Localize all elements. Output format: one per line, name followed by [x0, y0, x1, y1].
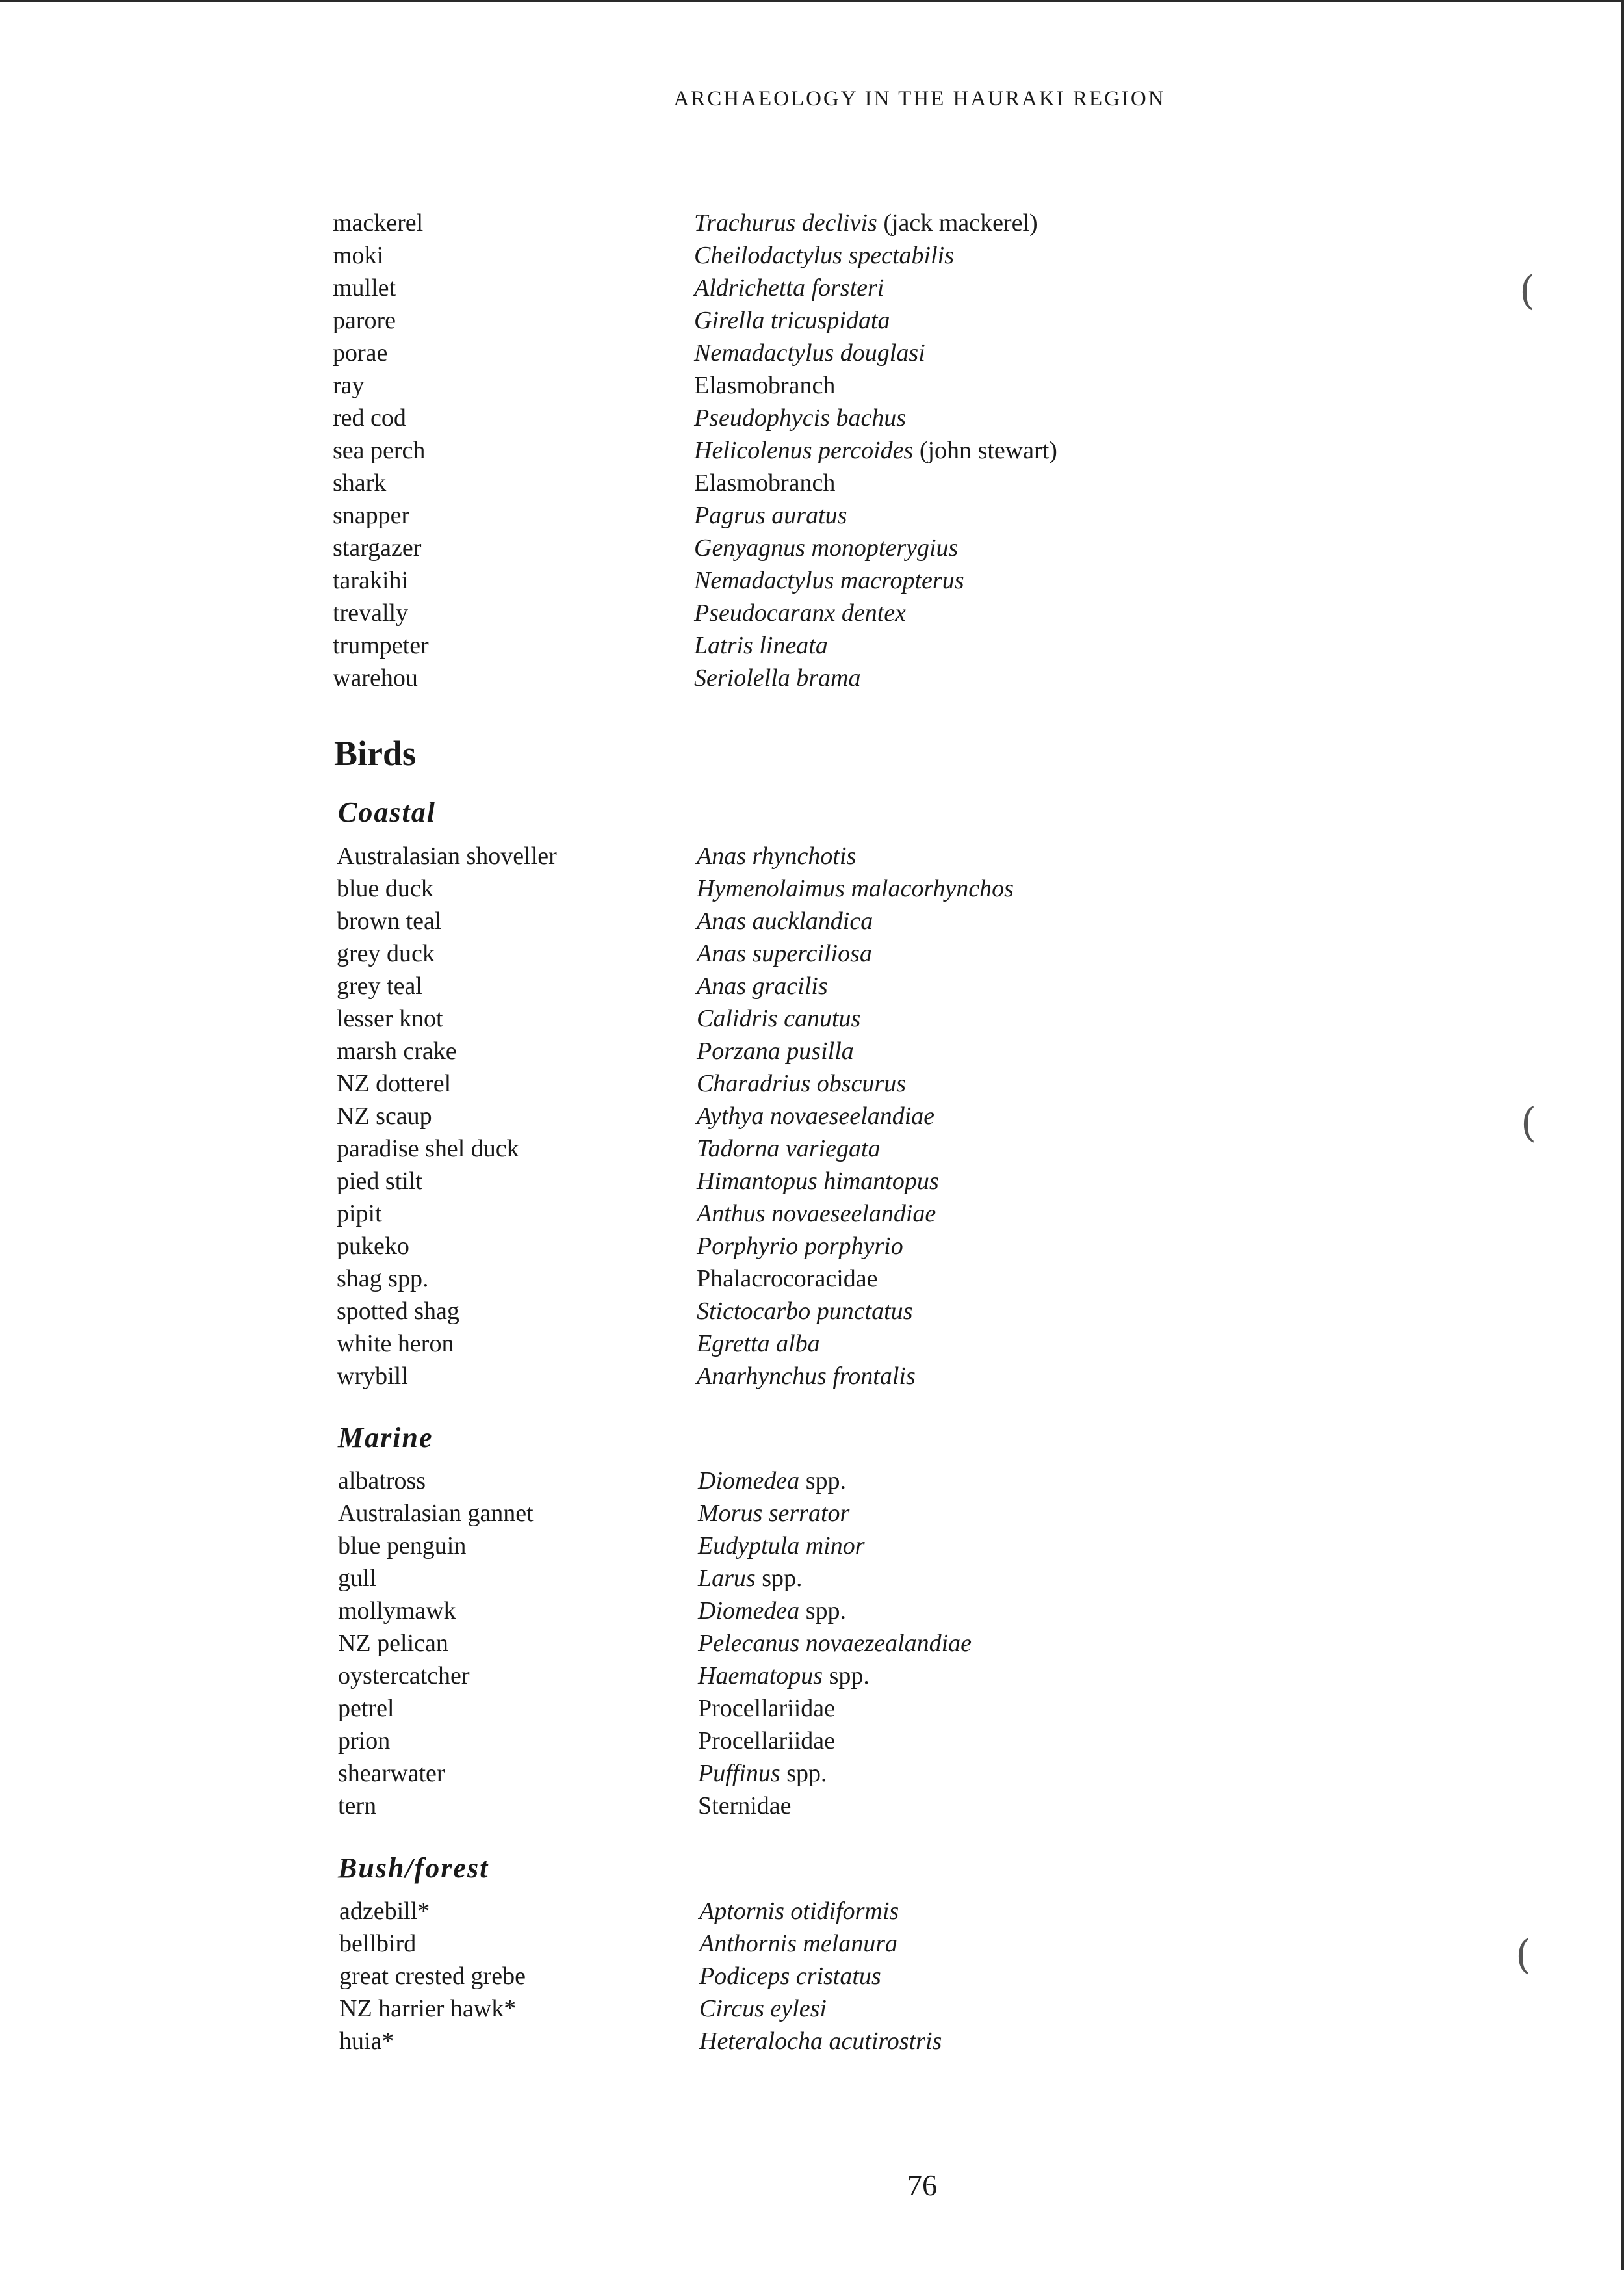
common-name: trumpeter [333, 632, 429, 659]
species-binomial: Diomedea [698, 1597, 800, 1624]
marine-common-names [338, 1465, 689, 1822]
common-name: moki [333, 242, 384, 269]
scientific-name [698, 1660, 1413, 1692]
common-name: stargazer [333, 534, 422, 562]
common-name: mullet [333, 274, 396, 302]
species-binomial: Aptornis otidiformis [699, 1898, 899, 1925]
binding-hole-mark: ( [1515, 1931, 1532, 1978]
scientific-name [697, 1035, 1411, 1067]
common-name: pipit [337, 1200, 382, 1227]
common-name: snapper [333, 502, 410, 529]
species-binomial: Calidris canutus [697, 1005, 861, 1032]
common-name: pied stilt [337, 1168, 422, 1195]
scientific-name [699, 1895, 1414, 1927]
common-name: grey teal [337, 972, 422, 1000]
marine-scientific-names [698, 1465, 1413, 1822]
species-binomial: Tadorna variegata [697, 1135, 881, 1162]
species-binomial: Anas rhynchotis [697, 842, 857, 870]
scientific-name [694, 337, 1409, 369]
species-binomial: Anas superciliosa [697, 940, 872, 967]
bush-scientific-names [699, 1895, 1414, 2057]
species-binomial: Pagrus auratus [694, 502, 847, 529]
species-binomial: Charadrius obscurus [697, 1070, 906, 1097]
species-binomial: Procellariidae [698, 1695, 836, 1722]
common-name: NZ scaup [337, 1102, 432, 1130]
common-name: tern [338, 1792, 377, 1820]
species-binomial: Pelecanus novaezealandiae [698, 1630, 972, 1657]
species-binomial: Genyagnus monopterygius [694, 534, 959, 562]
common-name: red cod [333, 404, 406, 432]
binding-hole-mark: ( [1521, 1099, 1537, 1146]
page-number: 76 [907, 2169, 937, 2202]
species-binomial: Porphyrio porphyrio [697, 1233, 903, 1260]
species-binomial: Anthus novaeseelandiae [697, 1200, 936, 1227]
common-name: Australasian shoveller [337, 842, 557, 870]
subheading-bush-forest: Bush/forest [338, 1852, 489, 1884]
species-note: spp. [823, 1662, 870, 1689]
species-binomial: Anthornis melanura [699, 1930, 898, 1957]
scientific-name [694, 369, 1409, 402]
species-binomial: Sternidae [698, 1792, 792, 1820]
common-name: NZ harrier hawk* [339, 1995, 517, 2022]
running-head: ARCHAEOLOGY IN THE HAURAKI REGION [673, 87, 1166, 111]
scientific-name [698, 1757, 1413, 1790]
scientific-name [697, 840, 1411, 872]
scientific-name [694, 304, 1409, 337]
species-binomial: Trachurus declivis [694, 209, 877, 237]
common-name: tarakihi [333, 567, 409, 594]
common-name: paradise shel duck [337, 1135, 519, 1162]
common-name: shearwater [338, 1760, 445, 1787]
common-name: blue penguin [338, 1532, 467, 1559]
scientific-name [697, 872, 1411, 905]
common-name: wrybill [337, 1363, 408, 1390]
common-name: NZ dotterel [337, 1070, 452, 1097]
species-binomial: Podiceps cristatus [699, 1963, 881, 1990]
common-name: trevally [333, 599, 409, 627]
species-binomial: Latris lineata [694, 632, 828, 659]
species-binomial: Haematopus [698, 1662, 823, 1689]
species-binomial: Elasmobranch [694, 469, 836, 497]
scientific-name [698, 1497, 1413, 1530]
common-name: Australasian gannet [338, 1500, 534, 1527]
species-binomial: Cheilodactylus spectabilis [694, 242, 955, 269]
scientific-name [697, 1067, 1411, 1100]
scientific-name [694, 629, 1409, 662]
species-binomial: Seriolella brama [694, 664, 861, 692]
species-binomial: Aythya novaeseelandiae [697, 1102, 935, 1130]
scientific-name [694, 532, 1409, 564]
species-binomial: Puffinus [698, 1760, 780, 1787]
coastal-scientific-names [697, 840, 1411, 1392]
common-name: great crested grebe [339, 1963, 526, 1990]
species-note: (john stewart) [913, 437, 1057, 464]
species-binomial: Diomedea [698, 1467, 800, 1494]
scientific-name [699, 1960, 1414, 1992]
common-name: adzebill* [339, 1898, 430, 1925]
scientific-name [698, 1595, 1413, 1627]
species-binomial: Anas aucklandica [697, 907, 873, 935]
species-binomial: Eudyptula minor [698, 1532, 865, 1559]
scientific-name [697, 1002, 1411, 1035]
species-binomial: Heteralocha acutirostris [699, 2028, 942, 2055]
scientific-name [697, 937, 1411, 970]
scientific-name [699, 2025, 1414, 2057]
common-name: mollymawk [338, 1597, 456, 1624]
common-name: spotted shag [337, 1298, 459, 1325]
scientific-name [697, 1327, 1411, 1360]
species-note: (jack mackerel) [877, 209, 1038, 237]
scientific-name [694, 467, 1409, 499]
species-binomial: Circus eylesi [699, 1995, 827, 2022]
scientific-name [697, 1132, 1411, 1165]
scientific-name [697, 1360, 1411, 1392]
scientific-name [697, 1100, 1411, 1132]
scientific-name [697, 970, 1411, 1002]
common-name: bellbird [339, 1930, 417, 1957]
fish-scientific-names [694, 207, 1409, 694]
binding-hole-mark: ( [1519, 267, 1536, 314]
common-name: shag spp. [337, 1265, 429, 1292]
common-name: brown teal [337, 907, 442, 935]
right-border-line [1621, 0, 1624, 2270]
scientific-name [694, 272, 1409, 304]
species-binomial: Anarhynchus frontalis [697, 1363, 916, 1390]
scientific-name [697, 1230, 1411, 1262]
species-binomial: Anas gracilis [697, 972, 828, 1000]
species-binomial: Helicolenus percoides [694, 437, 914, 464]
species-binomial: Aldrichetta forsteri [694, 274, 884, 302]
scientific-name [698, 1562, 1413, 1595]
common-name: huia* [339, 2028, 394, 2055]
scientific-name [694, 402, 1409, 434]
scientific-name [697, 905, 1411, 937]
common-name: oystercatcher [338, 1662, 470, 1689]
species-binomial: Porzana pusilla [697, 1037, 854, 1065]
species-binomial: Morus serrator [698, 1500, 850, 1527]
bush-common-names [339, 1895, 690, 2057]
common-name: warehou [333, 664, 418, 692]
scientific-name [694, 564, 1409, 597]
common-name: lesser knot [337, 1005, 443, 1032]
common-name: prion [338, 1727, 391, 1755]
scientific-name [694, 597, 1409, 629]
common-name: blue duck [337, 875, 433, 902]
scientific-name [698, 1692, 1413, 1725]
species-binomial: Elasmobranch [694, 372, 836, 399]
top-border-line [0, 0, 1624, 2]
species-binomial: Larus [698, 1565, 756, 1592]
scientific-name [697, 1262, 1411, 1295]
scientific-name [694, 499, 1409, 532]
scientific-name [699, 1992, 1414, 2025]
scientific-name [698, 1465, 1413, 1497]
common-name: marsh crake [337, 1037, 457, 1065]
common-name: petrel [338, 1695, 394, 1722]
common-name: porae [333, 339, 388, 367]
scientific-name [698, 1790, 1413, 1822]
common-name: grey duck [337, 940, 435, 967]
species-note: spp. [799, 1597, 846, 1624]
species-binomial: Procellariidae [698, 1727, 836, 1755]
section-heading-birds: Birds [334, 734, 417, 773]
scientific-name [697, 1165, 1411, 1197]
species-note: spp. [799, 1467, 846, 1494]
scientific-name [694, 239, 1409, 272]
common-name: shark [333, 469, 387, 497]
species-binomial: Himantopus himantopus [697, 1168, 939, 1195]
common-name: ray [333, 372, 365, 399]
subheading-coastal: Coastal [338, 796, 436, 828]
scientific-name [697, 1197, 1411, 1230]
species-binomial: Girella tricuspidata [694, 307, 890, 334]
species-binomial: Stictocarbo punctatus [697, 1298, 913, 1325]
common-name: pukeko [337, 1233, 409, 1260]
scientific-name [698, 1627, 1413, 1660]
species-note: spp. [755, 1565, 803, 1592]
species-binomial: Hymenolaimus malacorhynchos [697, 875, 1014, 902]
scientific-name [694, 207, 1409, 239]
fish-common-names [333, 207, 684, 694]
species-binomial: Phalacrocoracidae [697, 1265, 878, 1292]
species-binomial: Nemadactylus macropterus [694, 567, 964, 594]
common-name: albatross [338, 1467, 426, 1494]
common-name: gull [338, 1565, 377, 1592]
coastal-common-names [337, 840, 688, 1392]
common-name: white heron [337, 1330, 454, 1357]
species-binomial: Pseudocaranx dentex [694, 599, 907, 627]
common-name: mackerel [333, 209, 424, 237]
scientific-name [697, 1295, 1411, 1327]
common-name: NZ pelican [338, 1630, 448, 1657]
subheading-marine: Marine [338, 1422, 433, 1454]
scientific-name [694, 434, 1409, 467]
species-note: spp. [780, 1760, 827, 1787]
common-name: sea perch [333, 437, 426, 464]
species-binomial: Pseudophycis bachus [694, 404, 907, 432]
species-binomial: Nemadactylus douglasi [694, 339, 925, 367]
species-binomial: Egretta alba [697, 1330, 820, 1357]
common-name: parore [333, 307, 396, 334]
scientific-name [698, 1530, 1413, 1562]
scientific-name [694, 662, 1409, 694]
scientific-name [699, 1927, 1414, 1960]
scientific-name [698, 1725, 1413, 1757]
